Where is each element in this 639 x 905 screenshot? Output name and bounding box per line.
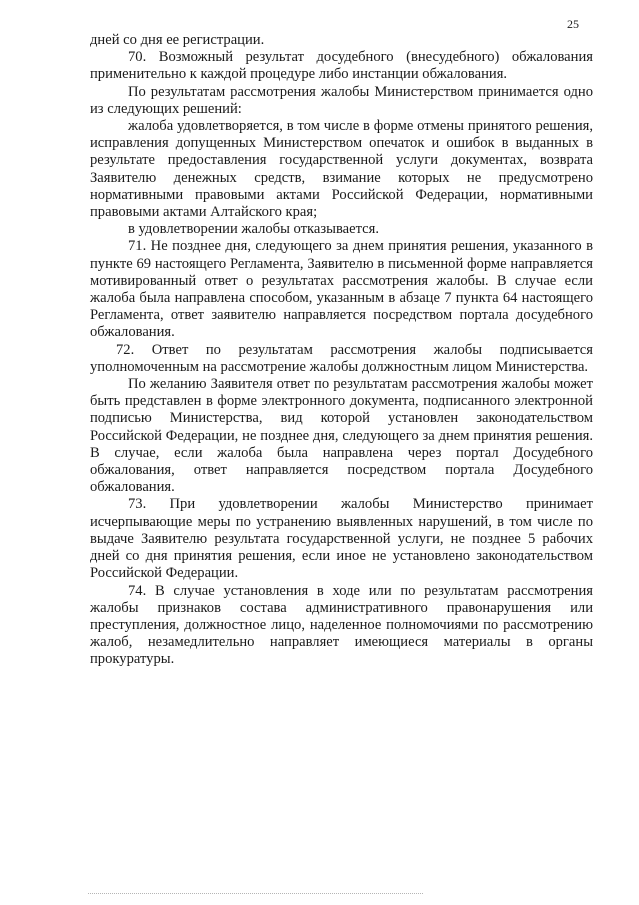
paragraph-decisions-intro: По результатам рассмотрения жалобы Министерством принимается одно из следующих решений: — [90, 83, 593, 117]
paragraph-continuation: дней со дня ее регистрации. — [90, 32, 265, 48]
paragraph-74: 74. В случае установления в ходе или по результатам рассмотрения жалобы признаков состава административного правонарушения или преступления, должностное лицо, наделенное полномочиями по рассмотрению жалоб, незамедлительно направляет имеющиеся материалы в органы прокуратуры. — [90, 582, 593, 668]
bottom-scan-artifact-line — [88, 893, 423, 894]
paragraph-electronic-response: По желанию Заявителя ответ по результатам рассмотрения жалобы может быть представлен в форме электронного документа, подписанного электронной подписью Министерства, вид которой установлен законодательством Российской Федерации, не позднее дня, следующего за днем принятия решения. В случае, если жалоба была направлена через портал Досудебного обжалования, ответ направляется посредством портала Досудебного обжалования. — [90, 376, 593, 496]
paragraph-complaint-satisfied: жалоба удовлетворяется, в том числе в форме отмены принятого решения, исправления допущенных Министерством опечаток и ошибок в выданных в результате предоставления государственной услуги документах, возврата Заявителю денежных средств, взимание которых не предусмотрено нормативными правовыми актами Российской Федерации, нормативными правовыми актами Алтайского края; — [90, 118, 593, 221]
paragraph-73: 73. При удовлетворении жалобы Министерство принимает исчерпывающие меры по устранению выявленных нарушений, в том числе по выдаче Заявителю результата государственной услуги, не позднее 5 рабочих дней со дня принятия решения, если иное не установлено законодательством Российской Федерации. — [90, 496, 593, 582]
document-body — [90, 32, 593, 669]
paragraph-complaint-rejected: в удовлетворении жалобы отказывается. — [128, 221, 380, 238]
paragraph-72: 72. Ответ по результатам рассмотрения жалобы подписывается уполномоченным на рассмотрение жалобы должностным лицом Министерства. — [90, 341, 593, 375]
paragraph-71: 71. Не позднее дня, следующего за днем принятия решения, указанного в пункте 69 настоящего Регламента, Заявителю в письменной форме направляется мотивированный ответ о результатах рассмотрения жалобы. В случае если жалоба была направлена способом, указанным в абзаце 7 пункта 64 настоящего Регламента, ответ заявителю направляется посредством портала досудебного обжалования. — [90, 238, 593, 341]
paragraph-70: 70. Возможный результат досудебного (внесудебного) обжалования применительно к каждой процедуре либо инстанции обжалования. — [90, 49, 593, 83]
page-number: 25 — [567, 17, 579, 31]
